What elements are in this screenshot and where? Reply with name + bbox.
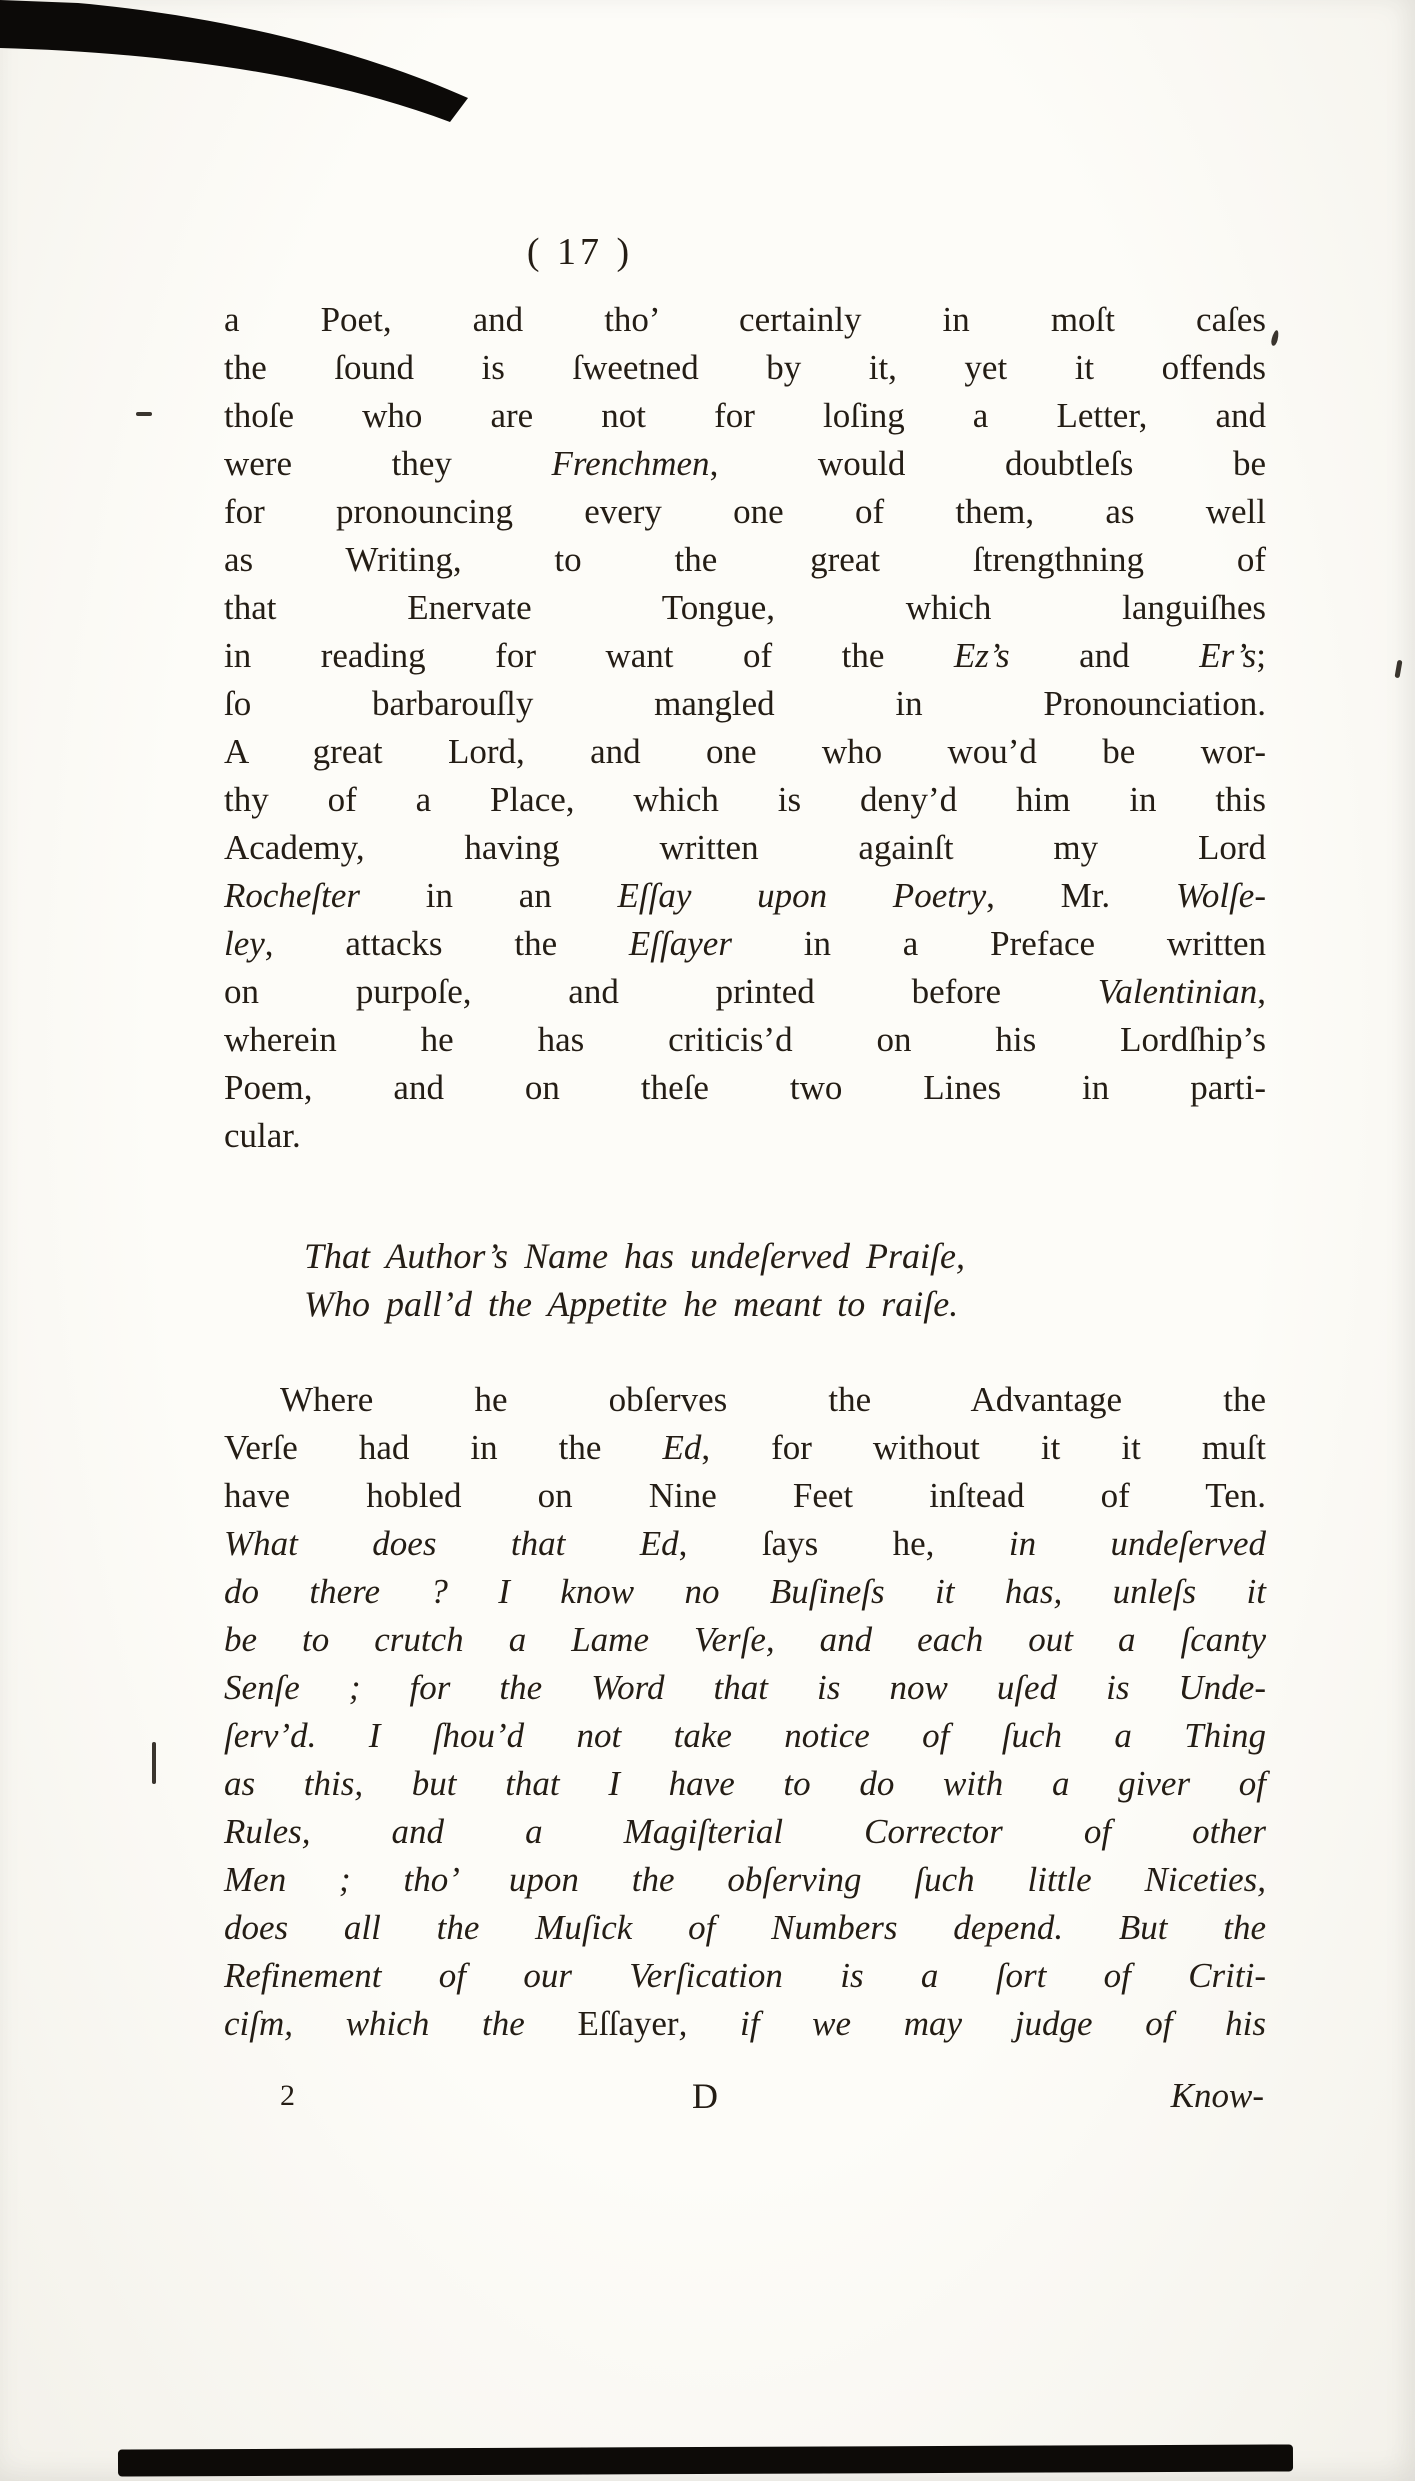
text-segment: Frenchmen [551,444,710,483]
text-line [224,824,1266,872]
text-segment: Refinement of our Verſication is a ſort of Criti- [224,1956,1266,1995]
text-segment: Valentinian [1097,972,1258,1011]
page-number: ( 17 ) [526,231,634,273]
text-line [224,728,1266,776]
text-segment: thoſe who are not for loſing a Letter, and [224,396,1266,435]
text-line [224,1112,1266,1160]
text-segment: , Mr. [986,876,1176,915]
scan-artifact-speck [1270,330,1280,347]
text-segment: That Author’s Name has undeſerved Praiſe, [304,1236,965,1276]
text-line [224,920,1266,968]
text-line [224,1064,1266,1112]
text-segment: a Poet, and tho’ certainly in moſt caſes [224,300,1266,339]
text-segment: Verſe had in the [224,1428,663,1467]
paragraph-1 [224,296,1266,1160]
text-segment: be to crutch a Lame Verſe, and each out a ſcanty [224,1620,1266,1659]
text-line [224,344,1266,392]
catchword: Know- [1170,2076,1264,2115]
text-line [224,1712,1266,1760]
text-segment: does all the Muſick of Numbers depend. But the [224,1908,1266,1947]
text-line [224,1808,1266,1856]
text-segment: , if we may judge of his [678,2004,1267,2043]
text-segment: , would doubtleſs be [709,444,1266,483]
text-line [224,536,1266,584]
text-segment: were they [224,444,552,483]
text-segment: ; [1256,636,1266,675]
text-segment: ſo barbarouſly mangled in Pronounciation. [224,684,1266,723]
signature-mark: D [692,2076,718,2116]
text-line [224,2000,1266,2048]
text-segment: in undeſerved [1008,1524,1266,1563]
text-line [224,1856,1266,1904]
text-segment: Eſſay upon Poetry [617,876,987,915]
text-segment: Academy, having written againſt my Lord [224,828,1266,867]
text-line [224,1520,1266,1568]
scan-artifact-bottom-bar [118,2444,1293,2476]
text-line [224,1952,1266,2000]
text-segment: Wolſe- [1175,876,1266,915]
text-segment: , [1257,972,1266,1011]
text-segment: Eſſayer [628,924,732,963]
text-segment: ciſm, which the [224,2004,578,2043]
text-line [224,1016,1266,1064]
text-segment: and [1009,636,1200,675]
text-line [224,680,1266,728]
text-segment: Who pall’d the Appetite he meant to raiſe. [304,1284,959,1324]
scan-artifact-dash [136,412,152,416]
text-line [224,1760,1266,1808]
text-segment: as this, but that I have to do with a giver of [224,1764,1266,1803]
text-segment: Poem, and on theſe two Lines in parti- [224,1068,1266,1107]
text-segment: Where he obſerves the Advantage the [280,1380,1266,1419]
text-segment: , ſays he, [678,1524,1009,1563]
text-segment: on purpoſe, and printed before [224,972,1098,1011]
text-line [224,1568,1266,1616]
text-segment: the ſound is ſweetned by it, yet it offends [224,348,1266,387]
text-segment: What does that Ed [224,1524,679,1563]
text-line [224,392,1266,440]
text-segment: Ez’s [953,636,1010,675]
text-segment: ſerv’d. I ſhou’d not take notice of ſuch a Thing [224,1716,1266,1755]
text-segment: as Writing, to the great ſtrengthning of [224,540,1266,579]
text-line [224,1904,1266,1952]
scan-artifact-corner-swoosh [0,0,470,125]
text-segment: cular. [224,1116,301,1155]
text-line [224,1616,1266,1664]
paragraph-2 [224,1376,1266,2048]
text-segment: for pronouncing every one of them, as well [224,492,1266,531]
text-segment: thy of a Place, which is deny’d him in this [224,780,1266,819]
text-line [224,1424,1266,1472]
text-segment: ley [224,924,265,963]
text-segment: in an [360,876,618,915]
text-segment: , for without it it muſt [701,1428,1266,1467]
page-footer [224,2072,1266,2120]
verse-couplet [224,1232,1266,1328]
scan-artifact-bar [152,1742,156,1784]
press-figure: 2 [280,2079,295,2112]
text-line [304,1280,1266,1328]
text-segment: A great Lord, and one who wou’d be wor- [224,732,1266,771]
text-line [224,1376,1266,1424]
text-segment: in reading for want of the [224,636,954,675]
scan-artifact-speck [1394,660,1402,679]
text-line [224,440,1266,488]
text-segment: wherein he has criticis’d on his Lordſhip’s [224,1020,1266,1059]
text-segment: Rocheſter [224,876,361,915]
text-line [224,1664,1266,1712]
text-segment: Ed [662,1428,702,1467]
text-line [224,296,1266,344]
text-segment: do there ? I know no Buſineſs it has, unleſs it [224,1572,1266,1611]
text-block [224,228,1266,2120]
text-line [224,776,1266,824]
text-segment: Eſſayer [577,2004,679,2043]
text-line [224,1472,1266,1520]
text-segment: Rules, and a Magiſterial Corrector of other [224,1812,1266,1851]
text-segment: Men ; tho’ upon the obſerving ſuch little Niceties, [224,1860,1266,1899]
text-line [304,1232,1266,1280]
text-segment: have hobled on Nine Feet inſtead of Ten. [224,1476,1266,1515]
text-line [224,968,1266,1016]
text-segment: in a Preface written [731,924,1267,963]
text-segment: Senſe ; for the Word that is now uſed is Unde- [224,1668,1266,1707]
text-segment: Er’s [1199,636,1257,675]
text-segment: that Enervate Tongue, which languiſhes [224,588,1266,627]
text-line [224,488,1266,536]
text-line [224,584,1266,632]
text-line [224,632,1266,680]
text-segment: , attacks the [264,924,629,963]
text-line [224,872,1266,920]
